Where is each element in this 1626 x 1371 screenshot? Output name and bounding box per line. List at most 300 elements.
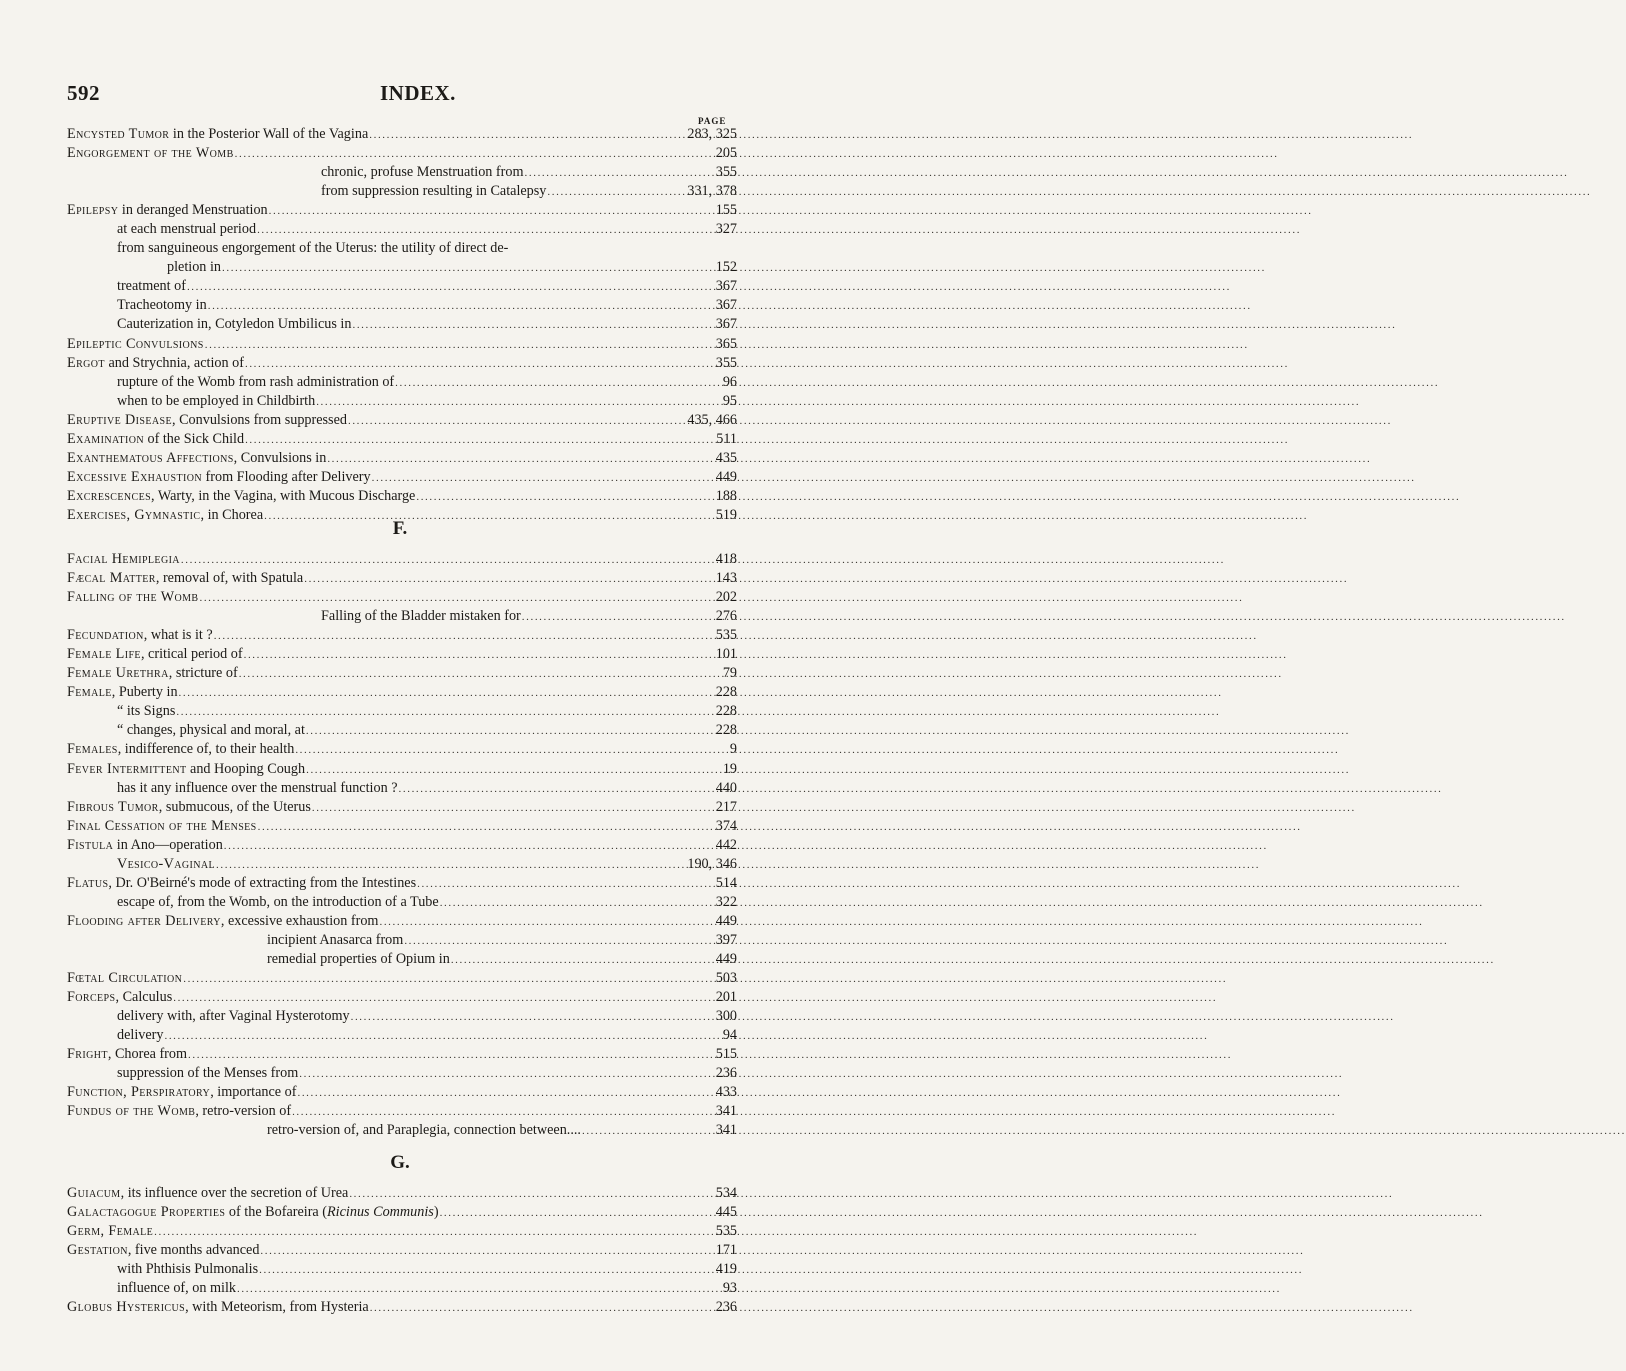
entry-heading: Fæcal Matter bbox=[67, 570, 156, 587]
entry-text bbox=[321, 607, 521, 626]
dot-leader bbox=[257, 221, 713, 240]
entry-text bbox=[67, 1184, 348, 1203]
entry-heading: Female bbox=[67, 684, 112, 701]
dot-leader bbox=[237, 1280, 720, 1299]
letter-heading-f: F. bbox=[392, 518, 408, 539]
index-entry bbox=[67, 1298, 737, 1317]
entry-description: , Chorea from bbox=[107, 1046, 188, 1063]
entry-description: from sanguineous engorgement of the Uterus: the utility of direct de- bbox=[117, 240, 509, 257]
entry-page-ref: 511 bbox=[716, 430, 737, 447]
entry-text bbox=[67, 1203, 439, 1222]
entry-page-ref: 341 bbox=[715, 1122, 737, 1139]
entry-heading: Falling of the Womb bbox=[67, 589, 199, 606]
entry-heading: Gestation bbox=[67, 1242, 128, 1259]
index-entry bbox=[67, 969, 737, 988]
entry-heading: Epileptic Convulsions bbox=[67, 335, 204, 352]
entry-text bbox=[267, 950, 450, 969]
entry-page-ref: 283, 325 bbox=[687, 126, 737, 142]
entry-description: , Convulsions in bbox=[233, 449, 327, 466]
index-entry bbox=[67, 893, 737, 912]
entry-page-ref: 449 bbox=[715, 468, 737, 485]
index-section-g bbox=[67, 1184, 737, 1317]
entry-page-ref: 202 bbox=[715, 589, 737, 606]
entry-heading: Fever Intermittent bbox=[67, 760, 187, 777]
entry-heading: Encysted Tumor bbox=[67, 126, 170, 142]
entry-text bbox=[67, 740, 294, 759]
entry-page-ref: 515 bbox=[715, 1046, 737, 1063]
entry-page-ref: 205 bbox=[715, 145, 737, 162]
entry-description: , Calculus bbox=[115, 989, 173, 1006]
entry-text bbox=[67, 1045, 187, 1064]
index-entry bbox=[67, 163, 737, 182]
entry-heading: Fibrous Tumor bbox=[67, 798, 159, 815]
dot-leader bbox=[214, 627, 713, 646]
entry-heading: Excrescences bbox=[67, 487, 152, 504]
entry-heading: Forceps bbox=[67, 989, 116, 1006]
entry-text bbox=[117, 220, 256, 239]
entry-heading: Flatus bbox=[67, 874, 109, 891]
entry-page-ref: 322 bbox=[715, 893, 737, 910]
entry-page-ref: 519 bbox=[715, 506, 737, 523]
entry-description: , what is it ? bbox=[143, 627, 213, 644]
entry-description: Cauterization in, Cotyledon Umbilicus in bbox=[117, 316, 352, 333]
index-entry bbox=[67, 645, 737, 664]
dot-leader bbox=[181, 551, 713, 570]
entry-page-ref: 228 bbox=[715, 703, 737, 720]
index-entry bbox=[67, 950, 737, 969]
entry-page-ref: 327 bbox=[715, 221, 737, 238]
entry-page-ref: 449 bbox=[715, 950, 737, 967]
index-entry bbox=[67, 487, 737, 506]
entry-page-ref: 418 bbox=[715, 551, 737, 567]
index-entry bbox=[67, 1203, 737, 1222]
entry-description: , importance of bbox=[210, 1084, 297, 1101]
entry-text bbox=[67, 144, 234, 163]
entry-text bbox=[117, 392, 315, 411]
entry-heading: Female Life bbox=[67, 646, 141, 663]
entry-heading: Galactagogue Properties bbox=[67, 1204, 226, 1221]
entry-text bbox=[117, 1260, 258, 1279]
entry-page-ref: 367 bbox=[715, 278, 737, 295]
entry-text bbox=[67, 201, 268, 220]
entry-description: delivery bbox=[117, 1027, 164, 1044]
entry-text bbox=[67, 683, 178, 702]
entry-page-ref: 171 bbox=[715, 1242, 737, 1259]
dot-leader bbox=[351, 1008, 713, 1027]
index-entry bbox=[67, 721, 737, 740]
entry-page-ref: 9 bbox=[729, 741, 737, 758]
entry-text bbox=[67, 874, 416, 893]
index-entry bbox=[67, 258, 737, 277]
entry-description: from suppression resulting in Catalepsy bbox=[321, 183, 547, 200]
dot-leader bbox=[306, 722, 713, 741]
entry-heading: Guiacum bbox=[67, 1185, 121, 1201]
entry-page-ref: 535 bbox=[715, 1223, 737, 1240]
dot-leader bbox=[260, 1242, 712, 1261]
entry-description: incipient Anasarca from bbox=[267, 931, 404, 948]
dot-leader bbox=[179, 684, 713, 703]
dot-leader bbox=[547, 183, 684, 202]
index-entry bbox=[67, 1083, 737, 1102]
entry-description: , Convulsions from suppressed bbox=[171, 411, 347, 428]
dot-leader bbox=[379, 913, 712, 932]
dot-leader bbox=[235, 145, 713, 164]
dot-leader bbox=[244, 646, 713, 665]
index-entry bbox=[67, 1026, 737, 1045]
entry-description: retro-version of, and Paraplegia, connection between.... bbox=[267, 1122, 581, 1139]
entry-text bbox=[67, 1083, 296, 1102]
dot-leader bbox=[370, 1299, 713, 1318]
entry-text bbox=[67, 1102, 291, 1121]
entry-heading: Engorgement of the Womb bbox=[67, 145, 234, 162]
entry-description: influence of, on milk bbox=[117, 1280, 236, 1297]
index-entry bbox=[67, 354, 737, 373]
index-entry bbox=[67, 220, 737, 239]
entry-description: chronic, profuse Menstruation from bbox=[321, 164, 524, 181]
entry-text bbox=[67, 588, 198, 607]
dot-leader bbox=[417, 875, 713, 894]
index-entry bbox=[67, 182, 737, 201]
index-entry bbox=[67, 836, 737, 855]
entry-page-ref: 365 bbox=[715, 335, 737, 352]
entry-page-ref: 449 bbox=[715, 912, 737, 929]
dot-leader bbox=[440, 894, 713, 913]
entry-heading: Females bbox=[67, 741, 118, 758]
entry-text bbox=[67, 817, 257, 836]
entry-page-ref: 228 bbox=[715, 684, 737, 701]
dot-leader bbox=[292, 1103, 713, 1122]
index-entry bbox=[67, 1184, 737, 1203]
entry-page-ref: 188 bbox=[715, 487, 737, 504]
entry-description: , stricture of bbox=[168, 665, 238, 682]
entry-description: , its influence over the secretion of Urea bbox=[120, 1185, 349, 1201]
entry-page-ref: 442 bbox=[715, 836, 737, 853]
entry-page-ref: 95 bbox=[722, 392, 737, 409]
entry-description: , submucous, of the Uterus bbox=[158, 798, 311, 815]
dot-leader bbox=[245, 355, 713, 374]
entry-text bbox=[167, 258, 221, 277]
dot-leader bbox=[349, 1185, 712, 1204]
entry-description: suppression of the Menses from bbox=[117, 1065, 299, 1082]
dot-leader bbox=[327, 450, 712, 469]
entry-text bbox=[67, 626, 213, 645]
entry-description: with Phthisis Pulmonalis bbox=[117, 1261, 259, 1278]
dot-leader bbox=[440, 1204, 713, 1223]
entry-page-ref: 435 bbox=[715, 449, 737, 466]
entry-text bbox=[117, 779, 398, 798]
dot-leader bbox=[352, 316, 712, 335]
dot-leader bbox=[348, 412, 684, 431]
index-entry bbox=[67, 683, 737, 702]
entry-text bbox=[117, 855, 215, 874]
dot-leader bbox=[297, 1084, 712, 1103]
index-entry bbox=[67, 931, 737, 950]
index-entry bbox=[67, 1279, 737, 1298]
entry-description: treatment of bbox=[117, 278, 186, 295]
letter-heading-g: G. bbox=[390, 1152, 410, 1173]
entry-heading: Exercises, Gymnastic bbox=[67, 506, 201, 523]
entry-description: “ its Signs bbox=[117, 703, 176, 720]
dot-leader bbox=[316, 393, 720, 412]
entry-page-ref: 201 bbox=[715, 989, 737, 1006]
entry-text bbox=[117, 1279, 236, 1298]
dot-leader bbox=[176, 703, 712, 722]
entry-text bbox=[117, 277, 186, 296]
entry-text bbox=[67, 798, 311, 817]
index-entry bbox=[67, 569, 737, 588]
entry-text bbox=[67, 569, 303, 588]
index-entry bbox=[67, 144, 737, 163]
entry-heading: Excessive Exhaustion bbox=[67, 468, 202, 485]
dot-leader bbox=[183, 970, 712, 989]
entry-heading: Fright bbox=[67, 1046, 108, 1063]
entry-text bbox=[67, 1222, 153, 1241]
entry-text bbox=[67, 912, 378, 931]
entry-page-ref: 94 bbox=[722, 1027, 737, 1044]
entry-text bbox=[67, 449, 326, 468]
entry-description: Falling of the Bladder mistaken for bbox=[321, 608, 521, 625]
index-entry bbox=[67, 817, 737, 836]
entry-description: has it any influence over the menstrual function ? bbox=[117, 779, 398, 796]
dot-leader bbox=[416, 488, 712, 507]
dot-leader bbox=[451, 951, 713, 970]
dot-leader bbox=[522, 608, 713, 627]
dot-leader bbox=[312, 799, 713, 818]
dot-leader bbox=[399, 780, 713, 799]
entry-heading: Epilepsy bbox=[67, 202, 119, 219]
dot-leader bbox=[395, 374, 720, 393]
entry-text bbox=[67, 664, 238, 683]
index-section-f bbox=[67, 550, 737, 1140]
index-entry bbox=[67, 1045, 737, 1064]
dot-leader bbox=[304, 570, 712, 589]
entry-page-ref: 217 bbox=[715, 798, 737, 815]
dot-leader bbox=[216, 856, 684, 875]
entry-page-ref: 534 bbox=[715, 1185, 737, 1201]
entry-page-ref: 397 bbox=[715, 931, 737, 948]
entry-heading: Facial Hemiplegia bbox=[67, 551, 180, 567]
entry-text bbox=[117, 315, 351, 334]
entry-description: and Hooping Cough bbox=[186, 760, 306, 777]
running-title: INDEX. bbox=[380, 81, 456, 105]
index-entry bbox=[67, 740, 737, 759]
entry-description: , excessive exhaustion from bbox=[220, 912, 379, 929]
entry-page-ref: 152 bbox=[715, 259, 737, 276]
dot-leader bbox=[295, 741, 727, 760]
index-entry bbox=[67, 411, 737, 430]
entry-heading: Germ, Female bbox=[67, 1223, 154, 1240]
entry-page-ref: 341 bbox=[715, 1103, 737, 1120]
dot-leader bbox=[245, 431, 713, 450]
entry-heading: Fœtal Circulation bbox=[67, 970, 183, 987]
index-entry bbox=[67, 392, 737, 411]
entry-description: Vesico-Vaginal bbox=[117, 855, 216, 872]
entry-text bbox=[67, 1241, 259, 1260]
entry-text bbox=[117, 893, 439, 912]
entry-text bbox=[117, 296, 207, 315]
index-entry bbox=[67, 239, 737, 258]
entry-text bbox=[67, 969, 182, 988]
entry-description: of the Bofareira (Ricinus Communis) bbox=[225, 1204, 439, 1221]
dot-leader bbox=[525, 164, 713, 183]
entry-page-ref: 300 bbox=[715, 1008, 737, 1025]
entry-text bbox=[117, 1064, 298, 1083]
entry-heading: Fundus of the Womb bbox=[67, 1103, 196, 1120]
entry-text bbox=[67, 468, 371, 487]
dot-leader bbox=[258, 818, 713, 837]
entry-page-ref: 236 bbox=[715, 1299, 737, 1316]
index-entry bbox=[67, 855, 737, 874]
page-number: 592 bbox=[67, 81, 100, 105]
dot-leader bbox=[188, 1046, 713, 1065]
entry-page-ref: 331, 378 bbox=[687, 183, 737, 200]
entry-text bbox=[321, 163, 524, 182]
index-entry bbox=[67, 1007, 737, 1026]
index-entry bbox=[67, 1121, 737, 1140]
entry-page-ref: 236 bbox=[715, 1065, 737, 1082]
dot-leader bbox=[372, 469, 713, 488]
entry-description: delivery with, after Vaginal Hysterotomy bbox=[117, 1008, 350, 1025]
entry-page-ref: 93 bbox=[722, 1280, 737, 1297]
index-entry bbox=[67, 296, 737, 315]
entry-description: , Dr. O'Beirné's mode of extracting from the Intestines bbox=[108, 874, 417, 891]
entry-heading: Eruptive Disease bbox=[67, 411, 172, 428]
entry-page-ref: 96 bbox=[722, 373, 737, 390]
entry-text bbox=[267, 931, 403, 950]
entry-heading: Female Urethra bbox=[67, 665, 169, 682]
dot-leader bbox=[164, 1027, 719, 1046]
entry-description: , indifference of, to their health bbox=[117, 741, 295, 758]
entry-heading: Examination bbox=[67, 430, 144, 447]
entry-heading: Ergot bbox=[67, 354, 105, 371]
index-entry bbox=[67, 626, 737, 645]
entry-description: , five months advanced bbox=[127, 1242, 260, 1259]
entry-description: and Strychnia, action of bbox=[104, 354, 244, 371]
dot-leader bbox=[208, 297, 713, 316]
botanical-name: Ricinus Communis bbox=[327, 1204, 434, 1221]
entry-page-ref: 503 bbox=[715, 970, 737, 987]
index-entry bbox=[67, 1064, 737, 1083]
entry-description: , removal of, with Spatula bbox=[155, 570, 304, 587]
dot-leader bbox=[239, 665, 720, 684]
entry-text bbox=[67, 354, 244, 373]
entry-description: “ changes, physical and moral, at bbox=[117, 722, 305, 739]
entry-description: pletion in bbox=[167, 259, 221, 276]
index-entry bbox=[67, 988, 737, 1007]
index-entry bbox=[67, 1260, 737, 1279]
entry-text bbox=[267, 1121, 581, 1140]
entry-page-ref: 228 bbox=[715, 722, 737, 739]
entry-page-ref: 276 bbox=[715, 608, 737, 625]
dot-leader bbox=[154, 1223, 713, 1242]
entry-description: escape of, from the Womb, on the introduction of a Tube bbox=[117, 893, 439, 910]
entry-page-ref: 445 bbox=[715, 1204, 737, 1221]
entry-description: when to be employed in Childbirth bbox=[117, 392, 316, 409]
entry-page-ref: 367 bbox=[715, 297, 737, 314]
index-entry bbox=[67, 430, 737, 449]
dot-leader bbox=[269, 202, 713, 221]
index-entry bbox=[67, 550, 737, 569]
entry-page-ref: 433 bbox=[715, 1084, 737, 1101]
entry-heading: Fistula bbox=[67, 836, 114, 853]
entry-description: in the Posterior Wall of the Vagina bbox=[169, 126, 369, 142]
entry-text bbox=[117, 239, 508, 258]
entry-description: rupture of the Womb from rash administration of bbox=[117, 373, 395, 390]
entry-text bbox=[67, 836, 223, 855]
entry-text bbox=[67, 645, 243, 664]
entry-description: in Ano—operation bbox=[113, 836, 223, 853]
dot-leader bbox=[306, 761, 720, 780]
entry-text bbox=[117, 721, 305, 740]
entry-text bbox=[67, 125, 368, 144]
index-entry bbox=[67, 201, 737, 220]
entry-heading: Fecundation bbox=[67, 627, 144, 644]
entry-text bbox=[67, 430, 244, 449]
entry-page-ref: 143 bbox=[715, 570, 737, 587]
index-entry bbox=[67, 373, 737, 392]
index-entry bbox=[67, 335, 737, 354]
entry-page-ref: 355 bbox=[715, 354, 737, 371]
dot-leader bbox=[199, 589, 712, 608]
dot-leader bbox=[222, 259, 713, 278]
entry-description: of the Sick Child bbox=[143, 430, 245, 447]
entry-description: at each menstrual period bbox=[117, 221, 257, 238]
entry-description: , Puberty in bbox=[111, 684, 178, 701]
entry-heading: Exanthematous Affections bbox=[67, 449, 234, 466]
entry-page-ref: 155 bbox=[715, 202, 737, 219]
index-entry bbox=[67, 874, 737, 893]
entry-page-ref: 19 bbox=[722, 760, 737, 777]
index-entry bbox=[67, 125, 737, 144]
index-entry bbox=[67, 1222, 737, 1241]
entry-description: , with Meteorism, from Hysteria bbox=[185, 1299, 369, 1316]
dot-leader bbox=[173, 989, 712, 1008]
dot-leader bbox=[205, 336, 713, 355]
entry-text bbox=[67, 411, 347, 430]
entry-text bbox=[117, 373, 394, 392]
entry-page-ref: 440 bbox=[715, 779, 737, 796]
dot-leader bbox=[299, 1065, 712, 1084]
entry-text bbox=[117, 1026, 163, 1045]
index-entry bbox=[67, 449, 737, 468]
entry-page-ref: 367 bbox=[715, 316, 737, 333]
entry-heading: Globus Hystericus bbox=[67, 1299, 186, 1316]
entry-page-ref: 535 bbox=[715, 627, 737, 644]
entry-page-ref: 419 bbox=[715, 1261, 737, 1278]
page-column-label: PAGE bbox=[698, 116, 727, 126]
entry-text bbox=[67, 1298, 369, 1317]
entry-page-ref: 435, 466 bbox=[687, 411, 737, 428]
entry-text bbox=[67, 550, 180, 569]
index-page bbox=[0, 0, 800, 1371]
dot-leader bbox=[369, 126, 684, 145]
entry-description: , critical period of bbox=[140, 646, 243, 663]
index-entry bbox=[67, 798, 737, 817]
dot-leader bbox=[224, 837, 713, 856]
entry-page-ref: 374 bbox=[715, 817, 737, 834]
entry-text bbox=[67, 760, 305, 779]
index-entry bbox=[67, 315, 737, 334]
dot-leader bbox=[187, 278, 713, 297]
entry-text bbox=[67, 335, 204, 354]
entry-heading: Final Cessation of the Menses bbox=[67, 817, 257, 834]
entry-description: , Warty, in the Vagina, with Mucous Discharge bbox=[151, 487, 416, 504]
entry-page-ref: 355 bbox=[715, 164, 737, 181]
index-entry bbox=[67, 702, 737, 721]
entry-text bbox=[67, 487, 415, 506]
index-entry bbox=[67, 664, 737, 683]
index-entry bbox=[67, 760, 737, 779]
